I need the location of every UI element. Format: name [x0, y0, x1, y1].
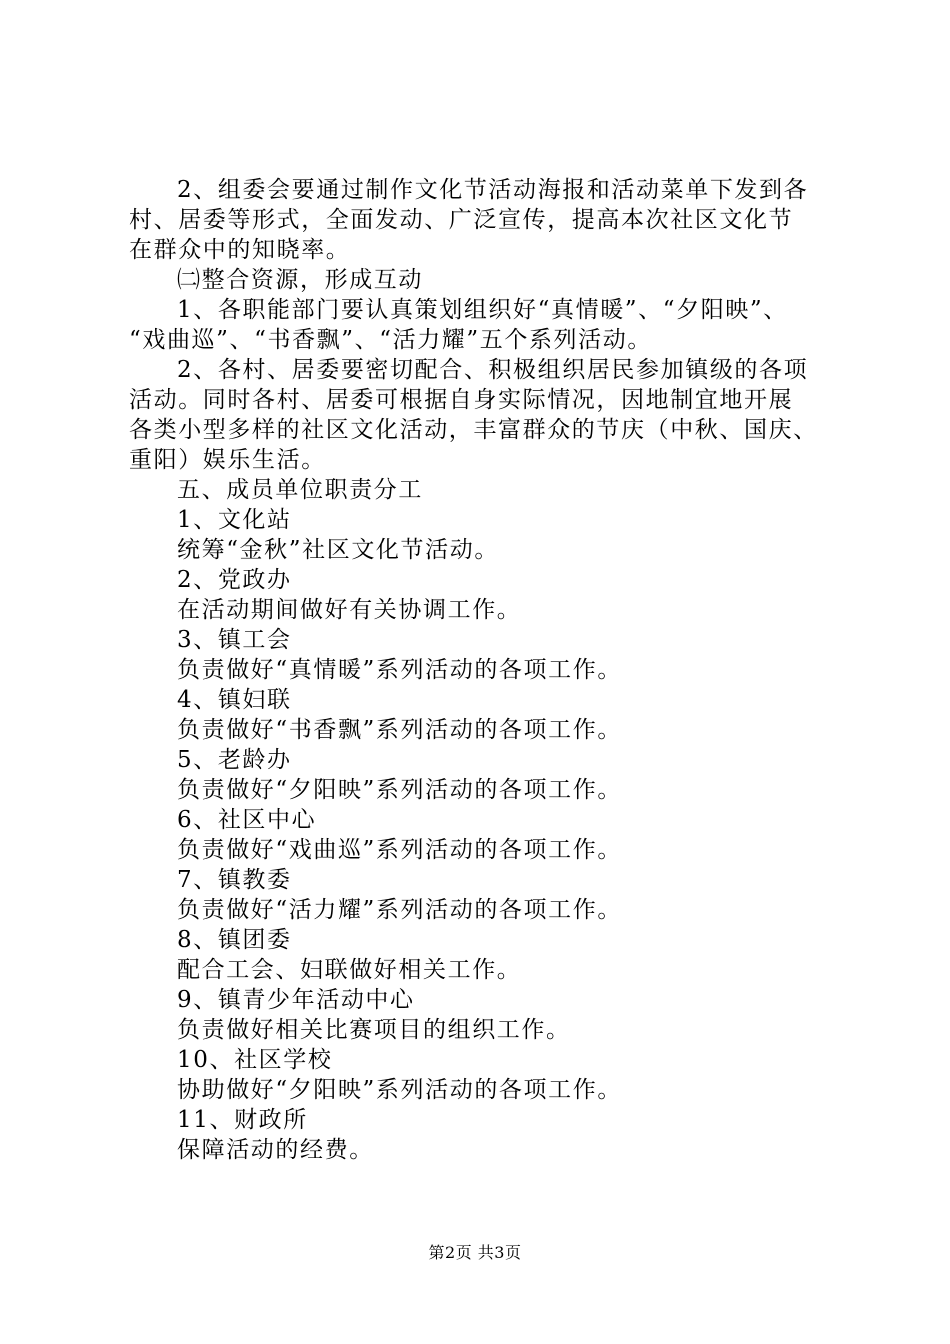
paragraph-line: 活动。同时各村、居委可根据自身实际情况，因地制宜地开展 [129, 387, 794, 413]
unit-duty: 负责做好“书香飘”系列活动的各项工作。 [177, 717, 622, 743]
unit-name: 10、社区学校 [177, 1047, 333, 1073]
paragraph-line: 重阳）娱乐生活。 [129, 447, 326, 473]
unit-name: 11、财政所 [177, 1107, 308, 1133]
unit-name: 5、老龄办 [177, 747, 292, 773]
unit-duty: 负责做好“夕阳映”系列活动的各项工作。 [177, 777, 622, 803]
paragraph-line: 2、组委会要通过制作文化节活动海报和活动菜单下发到各 [177, 177, 809, 203]
unit-name: 9、镇青少年活动中心 [177, 987, 415, 1013]
document-body [129, 175, 839, 1165]
unit-duty: 协助做好“夕阳映”系列活动的各项工作。 [177, 1077, 622, 1103]
unit-duty: 配合工会、妇联做好相关工作。 [177, 957, 522, 983]
unit-name: 4、镇妇联 [177, 687, 292, 713]
paragraph-line: 2、各村、居委要密切配合、积极组织居民参加镇级的各项 [177, 357, 809, 383]
section-heading: ㈡整合资源，形成互动 [177, 267, 423, 293]
paragraph-line: “戏曲巡”、“书香飘”、“活力耀”五个系列活动。 [129, 327, 652, 353]
unit-name: 8、镇团委 [177, 927, 292, 953]
paragraph-line: 各类小型多样的社区文化活动，丰富群众的节庆（中秋、国庆、 [129, 417, 818, 443]
unit-name: 2、党政办 [177, 567, 292, 593]
unit-name: 6、社区中心 [177, 807, 317, 833]
unit-name: 3、镇工会 [177, 627, 292, 653]
unit-duty: 在活动期间做好有关协调工作。 [177, 597, 522, 623]
page-footer: 第2页 共3页 [428, 1243, 522, 1262]
unit-duty: 统筹“金秋”社区文化节活动。 [177, 537, 499, 563]
paragraph-line: 1、各职能部门要认真策划组织好“真情暖”、“夕阳映”、 [177, 297, 788, 323]
section-heading: 五、成员单位职责分工 [177, 477, 423, 503]
unit-duty: 负责做好相关比赛项目的组织工作。 [177, 1017, 571, 1043]
unit-duty: 负责做好“戏曲巡”系列活动的各项工作。 [177, 837, 622, 863]
unit-name: 7、镇教委 [177, 867, 292, 893]
unit-name: 1、文化站 [177, 507, 292, 533]
unit-duty: 负责做好“活力耀”系列活动的各项工作。 [177, 897, 622, 923]
paragraph-line: 村、居委等形式，全面发动、广泛宣传，提高本次社区文化节 [129, 207, 794, 233]
paragraph-line: 在群众中的知晓率。 [129, 237, 351, 263]
unit-duty: 保障活动的经费。 [177, 1137, 374, 1163]
unit-duty: 负责做好“真情暖”系列活动的各项工作。 [177, 657, 622, 683]
